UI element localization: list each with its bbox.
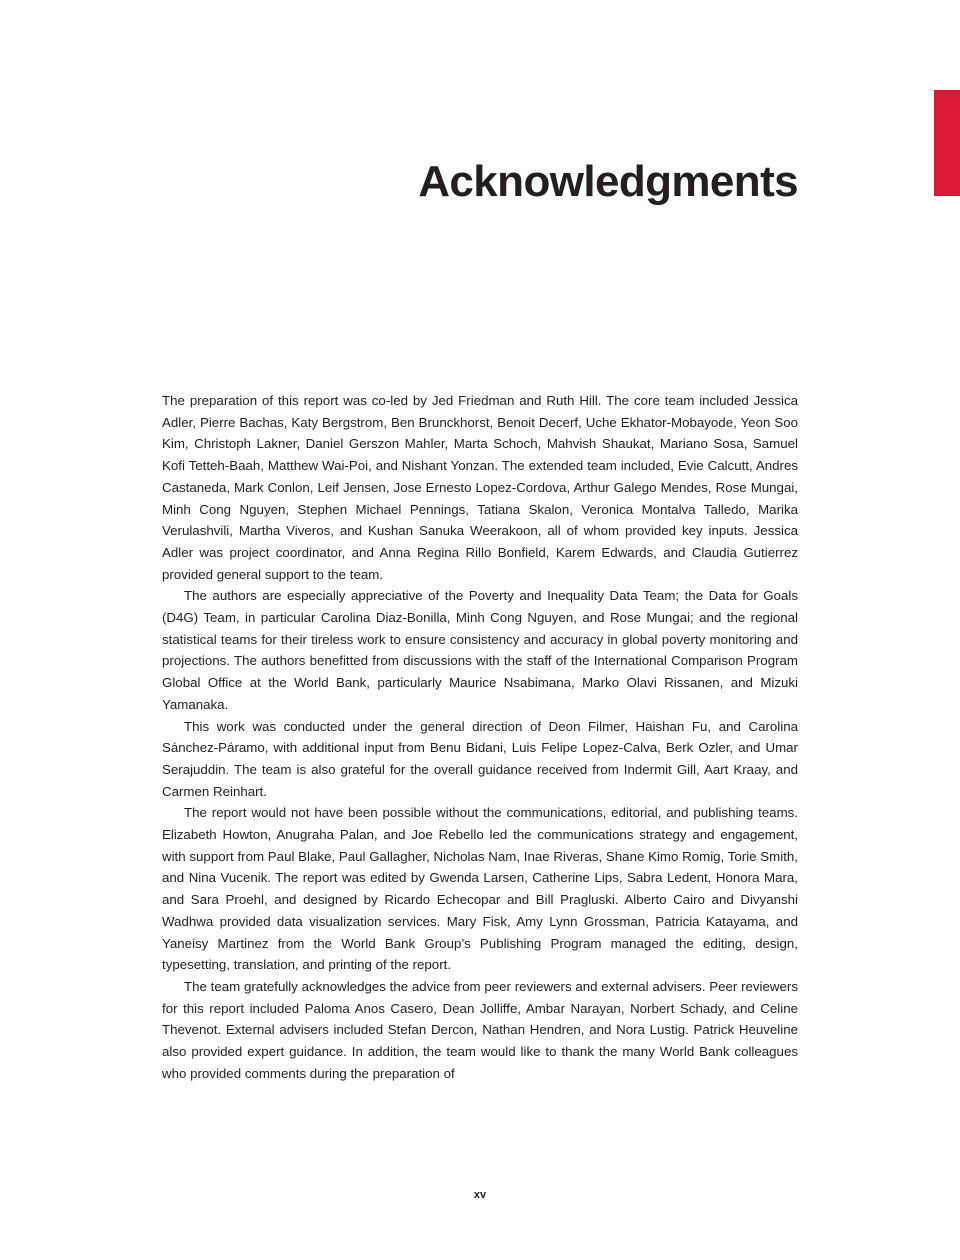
paragraph-4: The report would not have been possible without the communications, editorial, and publishing teams. Elizabeth Howton, Anugraha Palan, and Joe Rebello led the communications strategy and engagement, with support from Paul Blake, Paul Gallagher, Nicholas Nam, Inae Riveras, Shane Kimo Romig, Torie Smith, and Nina Vucenik. The report was edited by Gwenda Larsen, Catherine Lips, Sabra Ledent, Honora Mara, and Sara Proehl, and designed by Ricardo Echecopar and Bill Pragluski. Alberto Cairo and Divyanshi Wadhwa provided data visualization services. Mary Fisk, Amy Lynn Grossman, Patricia Katayama, and Yaneisy Martinez from the World Bank Group’s Publishing Program managed the editing, design, typesetting, translation, and printing of the report.	[162, 805, 798, 973]
paragraph-2: The authors are especially appreciative of the Poverty and Inequality Data Team; the Data for Goals (D4G) Team, in particular Carolina Diaz-Bonilla, Minh Cong Nguyen, and Rose Mungai; and the regional statistical teams for their tireless work to ensure consistency and accuracy in global poverty monitoring and projections. The authors benefitted from discussions with the staff of the International Comparison Program Global Office at the World Bank, particularly Maurice Nsabimana, Marko Olavi Rissanen, and Mizuki Yamanaka.	[162, 588, 798, 712]
body-text	[162, 390, 798, 1085]
page-title: Acknowledgments	[418, 157, 798, 206]
paragraph-3: This work was conducted under the general direction of Deon Filmer, Haishan Fu, and Carolina Sánchez-Páramo, with additional input from Benu Bidani, Luis Felipe Lopez-Calva, Berk Ozler, and Umar Serajuddin. The team is also grateful for the overall guidance received from Indermit Gill, Aart Kraay, and Carmen Reinhart.	[162, 718, 798, 799]
paragraph-5: The team gratefully acknowledges the advice from peer reviewers and external advisers. Peer reviewers for this report included Paloma Anos Casero, Dean Jolliffe, Ambar Narayan, Norbert Schady, and Celine Thevenot. External advisers included Stefan Dercon, Nathan Hendren, and Nora Lustig. Patrick Heuveline also provided expert guidance. In addition, the team would like to thank the many World Bank colleagues who provided comments during the preparation of	[162, 978, 798, 1081]
paragraph-1: The preparation of this report was co-led by Jed Friedman and Ruth Hill. The core team included Jessica Adler, Pierre Bachas, Katy Bergstrom, Ben Brunckhorst, Benoit Decerf, Uche Ekhator-Mobayode, Yeon Soo Kim, Christoph Lakner, Daniel Gerszon Mahler, Marta Schoch, Mahvish Shaukat, Mariano Sosa, Samuel Kofi Tetteh-Baah, Matthew Wai-Poi, and Nishant Yonzan. The extended team included, Evie Calcutt, Andres Castaneda, Mark Conlon, Leif Jensen, Jose Ernesto Lopez-Cordova, Arthur Galego Mendes, Rose Mungai, Minh Cong Nguyen, Stephen Michael Pennings, Tatiana Skalon, Veronica Montalva Talledo, Marika Verulashvili, Martha Viveros, and Kushan Sanuka Weerakoon, all of whom provided key inputs. Jessica Adler was project coordinator, and Anna Regina Rillo Bonfield, Karem Edwards, and Claudia Gutierrez provided general support to the team.	[162, 393, 798, 582]
page-number: xv	[473, 1189, 487, 1201]
section-tab-marker	[934, 90, 960, 196]
